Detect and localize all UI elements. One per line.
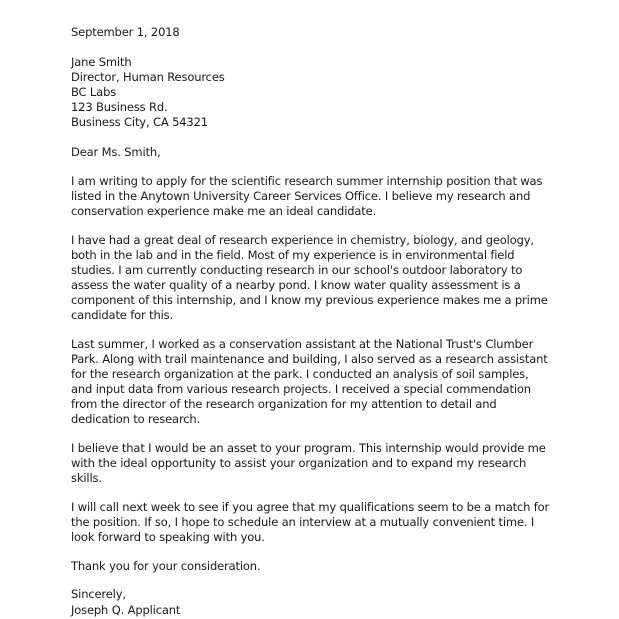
body-paragraph-thanks: Thank you for your consideration. [71, 559, 261, 573]
recipient-street: 123 Business Rd. [71, 100, 168, 114]
body-paragraph-experience: I have had a great deal of research experience in chemistry, biology, and geology, both in the lab and in the field. Most of my experience is in environmental field studies. I am currently conducting research in our school's outdoor laboratory to assess the water quality of a nearby pond. I know water quality assessment is a component of this internship, and I know my previous experience makes me a prime candidate for this. [71, 233, 548, 322]
signature-name: Joseph Q. Applicant [71, 603, 181, 617]
recipient-city: Business City, CA 54321 [71, 115, 208, 129]
body-paragraph-intro: I am writing to apply for the scientific research summer internship position that was listed in the Anytown University Career Services Office. I believe my research and conservation experience make me an ideal candidate. [71, 174, 543, 218]
recipient-title: Director, Human Resources [71, 70, 225, 84]
recipient-address [71, 55, 551, 130]
closing: Sincerely, [71, 587, 126, 601]
recipient-company: BC Labs [71, 85, 117, 99]
body-paragraph-asset: I believe that I would be an asset to your program. This internship would provide me with the ideal opportunity to assist your organization and to expand my research skills. [71, 441, 546, 485]
recipient-name: Jane Smith [71, 55, 132, 69]
salutation: Dear Ms. Smith, [71, 145, 161, 159]
body-paragraph-summer-work: Last summer, I worked as a conservation assistant at the National Trust's Clumber Park. Along with trail maintenance and building, I also served as a research assistant for the research organization at the park. I conducted an analysis of soil samples, and input data from various research projects. I received a special commendation from the director of the research organization for my attention to detail and dedication to research. [71, 337, 548, 426]
letter-date: September 1, 2018 [71, 25, 180, 39]
cover-letter [71, 25, 551, 602]
body-paragraph-follow-up: I will call next week to see if you agree that my qualifications seem to be a match for the position. If so, I hope to schedule an interview at a mutually convenient time. I look forward to speaking with you. [71, 500, 550, 544]
